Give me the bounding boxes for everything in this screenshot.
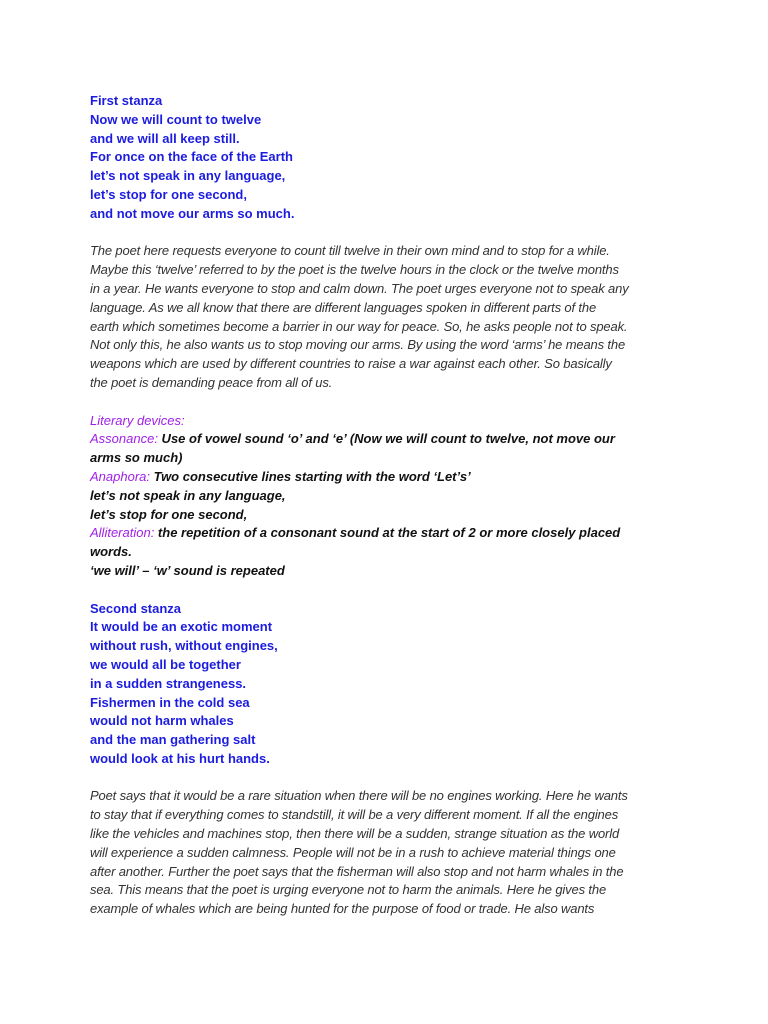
poem-line: would not harm whales: [90, 713, 234, 729]
anaphora-label: Anaphora:: [90, 468, 150, 484]
poem-line: Fishermen in the cold sea: [90, 694, 250, 710]
poem-line: Now we will count to twelve: [90, 111, 262, 127]
explanation-line: weapons which are used by different countries to raise a war against each other. So basically: [90, 356, 612, 372]
document-page: [90, 92, 690, 919]
anaphora-line: [90, 468, 690, 487]
explanation-line: earth which sometimes become a barrier in our way for peace. So, he asks people not to speak.: [90, 318, 628, 334]
poem-line: For once on the face of the Earth: [90, 149, 293, 165]
anaphora-example: let’s stop for one second,: [90, 506, 248, 522]
explanation-line: will experience a sudden calmness. People will not be in a rush to achieve material things one: [90, 844, 616, 860]
explanation-line: language. As we all know that there are different languages spoken in different parts of the: [90, 299, 597, 315]
poem-line: let’s not speak in any language,: [90, 168, 286, 184]
explanation-line: The poet here requests everyone to count till twelve in their own mind and to stop for a while.: [90, 243, 610, 259]
explanation-line: in a year. He wants everyone to stop and calm down. The poet urges everyone not to speak any: [90, 280, 629, 296]
explanation-line: Poet says that it would be a rare situation when there will be no engines working. Here he wants: [90, 788, 628, 804]
alliteration-example: ‘we will’ – ‘w’ sound is repeated: [90, 562, 285, 578]
stanza-2: [90, 600, 690, 769]
assonance-text: Use of vowel sound ‘o’ and ‘e’ (Now we will count to twelve, not move our: [157, 431, 615, 447]
spacer: [90, 393, 690, 412]
explanation-2: [90, 787, 690, 919]
poem-line: It would be an exotic moment: [90, 619, 273, 635]
poem-line: would look at his hurt hands.: [90, 750, 270, 766]
explanation-line: the poet is demanding peace from all of us.: [90, 374, 333, 390]
explanation-line: to stay that if everything comes to standstill, it will be a very different moment. If all the engines: [90, 807, 619, 823]
alliteration-label: Alliteration:: [90, 525, 155, 541]
explanation-line: after another. Further the poet says that the fisherman will also stop and not harm whales in the: [90, 863, 624, 879]
poem-line: and we will all keep still.: [90, 130, 240, 146]
spacer: [90, 224, 690, 243]
poem-line: and the man gathering salt: [90, 732, 256, 748]
anaphora-text: Two consecutive lines starting with the word ‘Let’s’: [150, 468, 471, 484]
stanza-1: [90, 92, 690, 224]
poem-line: in a sudden strangeness.: [90, 675, 247, 691]
spacer: [90, 769, 690, 788]
spacer: [90, 581, 690, 600]
alliteration-text-cont: words.: [90, 544, 132, 560]
assonance-text-cont: arms so much): [90, 450, 183, 466]
poem-line: without rush, without engines,: [90, 638, 278, 654]
explanation-line: like the vehicles and machines stop, then there will be a sudden, strange situation as the world: [90, 826, 620, 842]
explanation-1: [90, 242, 690, 392]
explanation-line: sea. This means that the poet is urging everyone not to harm the animals. Here he gives the: [90, 882, 607, 898]
poem-line: let’s stop for one second,: [90, 186, 247, 202]
stanza-2-heading: Second stanza: [90, 600, 182, 616]
alliteration-text: the repetition of a consonant sound at the start of 2 or more closely placed: [154, 525, 621, 541]
literary-devices-heading: Literary devices:: [90, 412, 185, 428]
stanza-1-heading: First stanza: [90, 93, 163, 108]
alliteration-line: [90, 524, 690, 543]
poem-line: and not move our arms so much.: [90, 205, 295, 221]
explanation-line: example of whales which are being hunted for the purpose of food or trade. He also wants: [90, 901, 595, 917]
poem-line: we would all be together: [90, 656, 241, 672]
explanation-line: Maybe this ‘twelve’ referred to by the poet is the twelve hours in the clock or the twelve months: [90, 262, 619, 278]
explanation-line: Not only this, he also wants us to stop moving our arms. By using the word ‘arms’ he means the: [90, 337, 626, 353]
assonance-label: Assonance:: [90, 431, 158, 447]
assonance-line: [90, 430, 690, 449]
anaphora-example: let’s not speak in any language,: [90, 487, 286, 503]
literary-devices: [90, 412, 690, 581]
